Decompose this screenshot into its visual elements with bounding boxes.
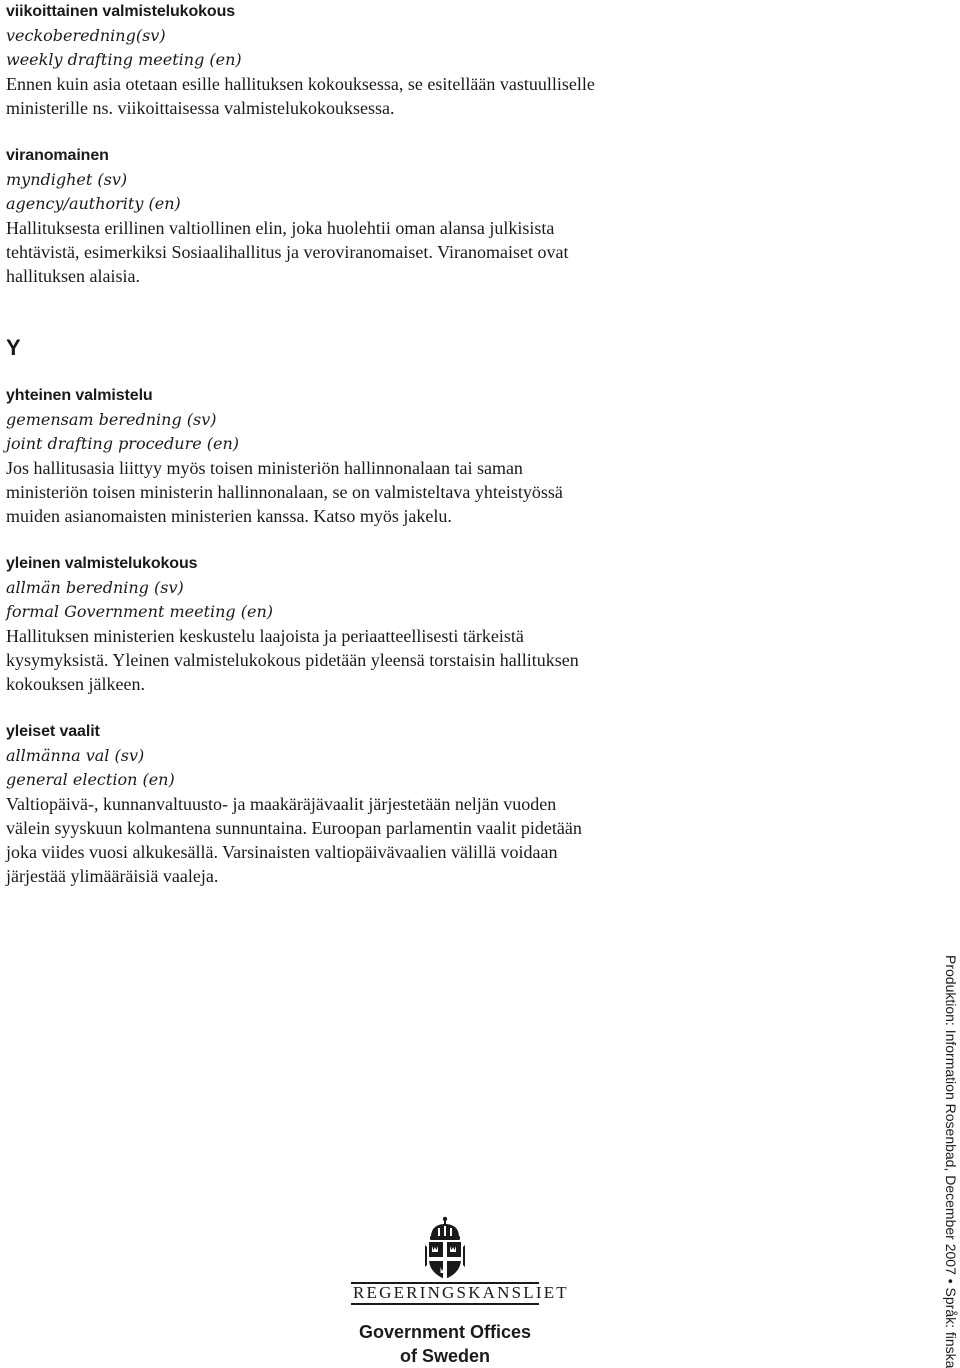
- entry-swedish: veckoberedning(sv): [6, 26, 166, 45]
- entry-english: weekly drafting meeting (en): [6, 50, 242, 69]
- description-line: kokouksen jälkeen.: [6, 674, 145, 694]
- wordmark-rule-bottom: [351, 1303, 539, 1305]
- description-line: välein syyskuun kolmantena sunnuntaina. Euroopan parlamentin vaalit pidetään: [6, 818, 582, 838]
- description-line: ministeriön toisen ministerin hallinnonalaan, se on valmisteltava yhteistyössä: [6, 482, 563, 502]
- glossary-entries: [6, 0, 706, 888]
- entry-description: [6, 456, 706, 528]
- production-credit: [941, 955, 960, 1368]
- description-line: järjestää ylimääräisiä vaaleja.: [6, 866, 219, 886]
- description-line: Jos hallitusasia liittyy myös toisen ministeriön hallinnonalaan tai saman: [6, 458, 523, 478]
- production-credit-text: Produktion: Information Rosenbad, December 2007 • Språk: finska: [943, 955, 959, 1368]
- description-line: ministerille ns. viikoittaisessa valmistelukokouksessa.: [6, 98, 395, 118]
- crown-shield-icon: [345, 1215, 545, 1281]
- entry-swedish: myndighet (sv): [6, 170, 128, 189]
- entry-english: formal Government meeting (en): [6, 602, 273, 621]
- glossary-entry: [6, 720, 706, 888]
- description-line: joka viides vuosi alkukesällä. Varsinaisten valtiopäivävaalien välillä voidaan: [6, 842, 558, 862]
- entry-description: [6, 624, 706, 696]
- entry-description: [6, 792, 706, 888]
- description-line: muiden asianomaisten ministerien kanssa. Katso myös jakelu.: [6, 506, 452, 526]
- government-logo: [345, 1215, 569, 1366]
- description-line: Valtiopäivä-, kunnanvaltuusto- ja maakäräjävaalit järjestetään neljän vuoden: [6, 794, 557, 814]
- entry-term: yhteinen valmistelu: [6, 387, 153, 404]
- description-line: tehtävistä, esimerkiksi Sosiaalihallitus ja veroviranomaiset. Viranomaiset ovat: [6, 242, 569, 262]
- glossary-entry: [6, 552, 706, 696]
- glossary-entry: [6, 0, 706, 120]
- entry-swedish: allmänna val (sv): [6, 746, 145, 765]
- description-line: hallituksen alaisia.: [6, 266, 140, 286]
- entry-english: joint drafting procedure (en): [6, 434, 240, 453]
- description-line: Hallituksesta erillinen valtiollinen elin, joka huolehtii oman alansa julkisista: [6, 218, 555, 238]
- description-line: Hallituksen ministerien keskustelu laajoista ja periaatteellisesti tärkeistä: [6, 626, 524, 646]
- entry-english: agency/authority (en): [6, 194, 181, 213]
- entry-description: [6, 72, 706, 120]
- entry-term: viikoittainen valmistelukokous: [6, 3, 236, 20]
- entry-term: yleinen valmistelukokous: [6, 555, 198, 572]
- organization-name-line: Government Offices: [358, 1322, 532, 1342]
- organization-name-line: of Sweden: [399, 1346, 490, 1366]
- wordmark: REGERINGSKANSLIET: [353, 1283, 569, 1302]
- section-letter: Y: [6, 335, 21, 360]
- entry-swedish: gemensam beredning (sv): [6, 410, 217, 429]
- description-line: kysymyksistä. Yleinen valmistelukokous pidetään yleensä torstaisin hallituksen: [6, 650, 579, 670]
- glossary-entry: [6, 144, 706, 288]
- description-line: Ennen kuin asia otetaan esille hallituksen kokouksessa, se esitellään vastuulliselle: [6, 74, 595, 94]
- entry-term: yleiset vaalit: [6, 723, 100, 740]
- organization-name: [345, 1320, 545, 1368]
- entry-english: general election (en): [6, 770, 175, 789]
- entry-term: viranomainen: [6, 147, 109, 164]
- entry-swedish: allmän beredning (sv): [6, 578, 184, 597]
- entry-description: [6, 216, 706, 288]
- glossary-entry: [6, 384, 706, 528]
